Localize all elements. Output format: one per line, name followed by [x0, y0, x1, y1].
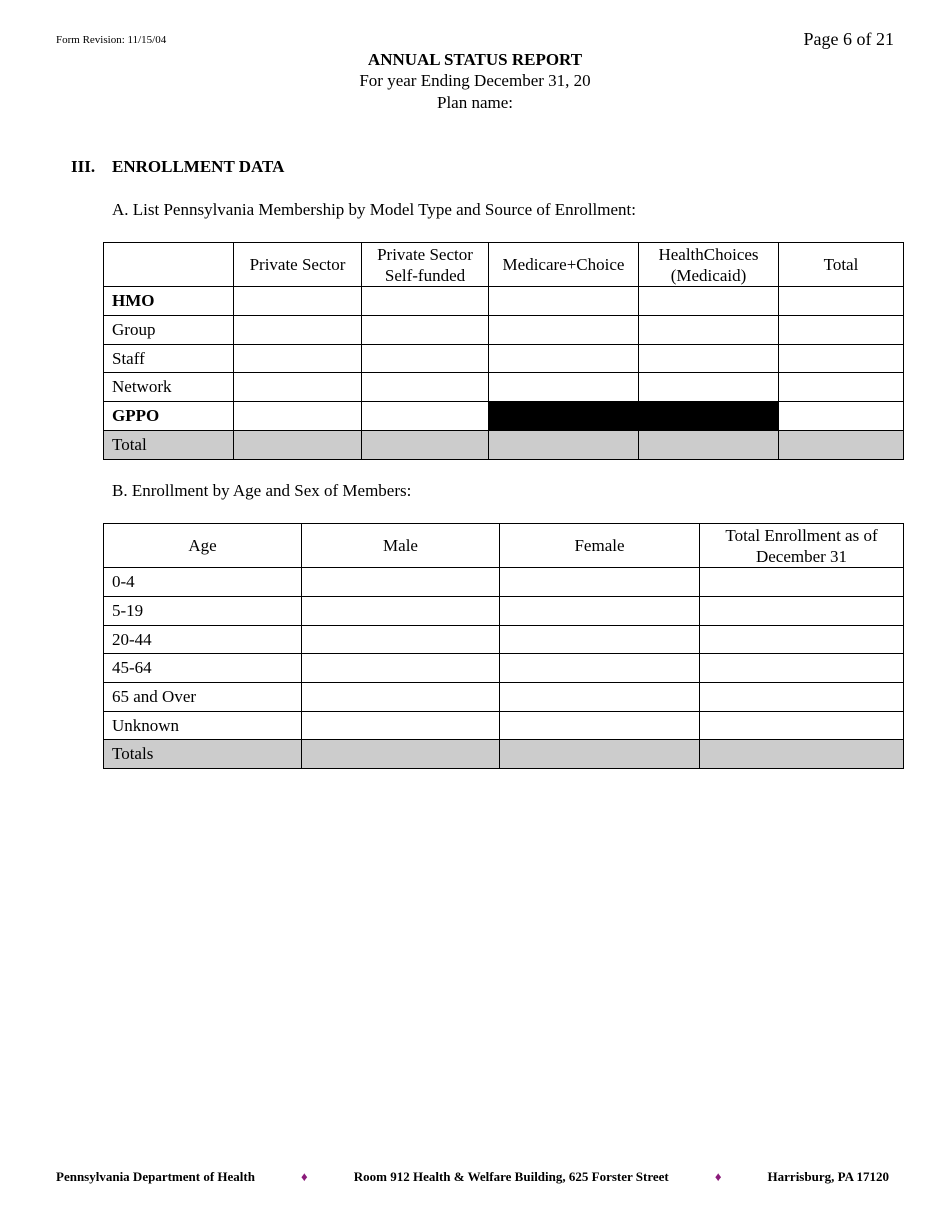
plan-name-line: Plan name:: [436, 93, 513, 112]
entry-cell[interactable]: [234, 345, 362, 373]
total-cell[interactable]: [500, 740, 700, 769]
section-heading: [71, 157, 284, 177]
age-label: 45-64: [104, 654, 302, 683]
row-label-network: Network: [104, 373, 234, 402]
section-number: III.: [71, 157, 96, 176]
row-label-gppo: GPPO: [104, 402, 234, 431]
part-b-heading: B. Enrollment by Age and Sex of Members:: [112, 481, 412, 500]
total-cell[interactable]: [234, 431, 362, 460]
entry-cell[interactable]: [500, 597, 700, 626]
entry-cell[interactable]: [234, 373, 362, 402]
entry-cell[interactable]: [639, 373, 779, 402]
footer-department: Pennsylvania Department of Health: [56, 1169, 255, 1184]
total-cell[interactable]: [639, 431, 779, 460]
table-header-row: [104, 524, 904, 568]
entry-cell[interactable]: [489, 345, 639, 373]
entry-cell[interactable]: [639, 287, 779, 316]
age-label: 5-19: [104, 597, 302, 626]
total-cell[interactable]: [302, 740, 500, 769]
entry-cell[interactable]: [700, 683, 904, 712]
table-row: [104, 316, 904, 345]
age-label-totals: Totals: [104, 740, 302, 769]
col-female: Female: [500, 524, 700, 568]
entry-cell[interactable]: [234, 316, 362, 345]
entry-cell[interactable]: [779, 287, 904, 316]
entry-cell[interactable]: [489, 316, 639, 345]
entry-cell[interactable]: [489, 287, 639, 316]
entry-cell[interactable]: [500, 626, 700, 654]
table-row: [104, 654, 904, 683]
entry-cell[interactable]: [779, 402, 904, 431]
entry-cell[interactable]: [779, 345, 904, 373]
age-label: 20-44: [104, 626, 302, 654]
entry-cell[interactable]: [500, 568, 700, 597]
entry-cell[interactable]: [489, 373, 639, 402]
total-cell[interactable]: [700, 740, 904, 769]
entry-cell[interactable]: [500, 654, 700, 683]
form-revision: Form Revision: 11/15/04: [56, 34, 167, 46]
row-label-total: Total: [104, 431, 234, 460]
table-row: [104, 712, 904, 740]
col-private-sector: Private Sector: [234, 243, 362, 287]
age-label: 0-4: [104, 568, 302, 597]
table-row: [104, 626, 904, 654]
col-age: Age: [104, 524, 302, 568]
entry-cell[interactable]: [500, 712, 700, 740]
table-row: [104, 287, 904, 316]
table-row: [104, 568, 904, 597]
blocked-cell: [639, 402, 779, 431]
entry-cell[interactable]: [362, 345, 489, 373]
row-label-hmo: HMO: [104, 287, 234, 316]
col-healthchoices: HealthChoices (Medicaid): [639, 243, 779, 287]
page-number: Page 6 of 21: [803, 29, 894, 49]
entry-cell[interactable]: [302, 626, 500, 654]
entry-cell[interactable]: [302, 683, 500, 712]
col-total: Total: [779, 243, 904, 287]
total-cell[interactable]: [362, 431, 489, 460]
report-title: ANNUAL STATUS REPORT: [367, 50, 583, 69]
table-row: [104, 683, 904, 712]
col-private-self-funded: Private Sector Self-funded: [362, 243, 489, 287]
entry-cell[interactable]: [700, 568, 904, 597]
row-label-staff: Staff: [104, 345, 234, 373]
entry-cell[interactable]: [639, 345, 779, 373]
entry-cell[interactable]: [302, 712, 500, 740]
entry-cell[interactable]: [779, 316, 904, 345]
table-header-row: [104, 243, 904, 287]
entry-cell[interactable]: [302, 654, 500, 683]
age-sex-table: [103, 523, 904, 769]
part-a-heading: A. List Pennsylvania Membership by Model Type and Source of Enrollment:: [112, 200, 636, 219]
total-row: [104, 431, 904, 460]
header-blank-cell: [104, 243, 234, 287]
table-row: [104, 402, 904, 431]
entry-cell[interactable]: [700, 626, 904, 654]
entry-cell[interactable]: [362, 287, 489, 316]
entry-cell[interactable]: [779, 373, 904, 402]
entry-cell[interactable]: [362, 402, 489, 431]
table-row: [104, 373, 904, 402]
entry-cell[interactable]: [639, 316, 779, 345]
col-total-enrollment: Total Enrollment as of December 31: [700, 524, 904, 568]
footer-address: Room 912 Health & Welfare Building, 625 Forster Street: [353, 1169, 669, 1184]
entry-cell[interactable]: [302, 568, 500, 597]
age-label: Unknown: [104, 712, 302, 740]
entry-cell[interactable]: [700, 712, 904, 740]
section-title: ENROLLMENT DATA: [112, 157, 285, 176]
entry-cell[interactable]: [234, 402, 362, 431]
entry-cell[interactable]: [362, 373, 489, 402]
entry-cell[interactable]: [362, 316, 489, 345]
table-row: [104, 345, 904, 373]
col-medicare-choice: Medicare+Choice: [489, 243, 639, 287]
footer: [56, 1169, 889, 1185]
footer-city: Harrisburg, PA 17120: [767, 1169, 889, 1184]
diamond-separator-icon: ♦: [301, 1169, 308, 1184]
diamond-separator-icon: ♦: [714, 1169, 722, 1184]
total-cell[interactable]: [779, 431, 904, 460]
total-row: [104, 740, 904, 769]
year-ending-line: For year Ending December 31, 20: [359, 71, 591, 90]
table-row: [104, 597, 904, 626]
total-cell[interactable]: [489, 431, 639, 460]
entry-cell[interactable]: [700, 597, 904, 626]
col-male: Male: [302, 524, 500, 568]
entry-cell[interactable]: [500, 683, 700, 712]
blocked-cell: [489, 402, 639, 431]
row-label-group: Group: [104, 316, 234, 345]
age-label: 65 and Over: [104, 683, 302, 712]
entry-cell[interactable]: [234, 287, 362, 316]
membership-table: [103, 242, 904, 460]
entry-cell[interactable]: [302, 597, 500, 626]
entry-cell[interactable]: [700, 654, 904, 683]
